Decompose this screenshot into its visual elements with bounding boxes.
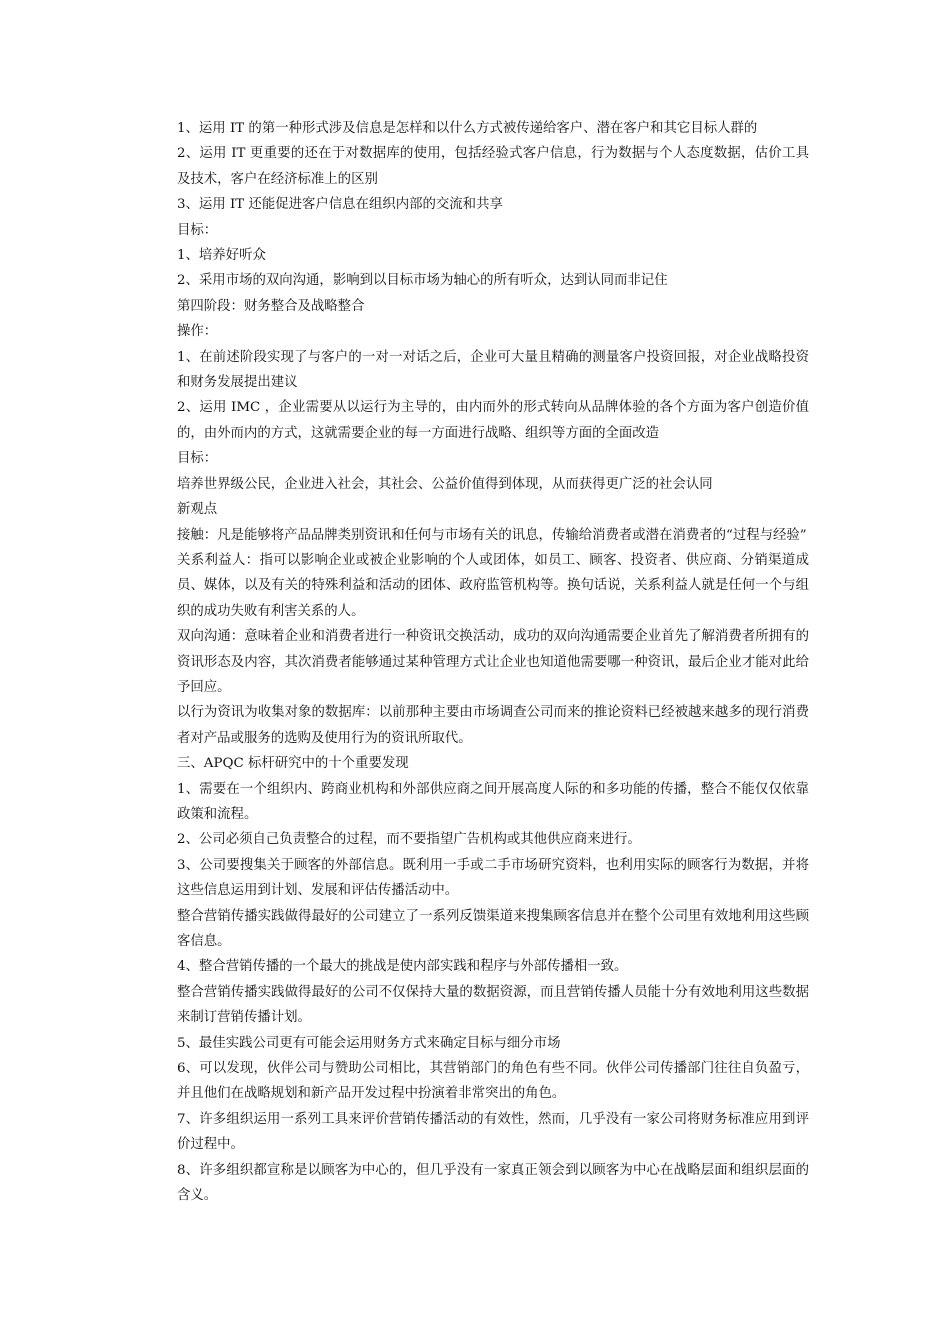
finding-paragraph: 6、可以发现，伙伴公司与赞助公司相比，其营销部门的角色有些不同。伙伴公司传播部门往往自负盈亏，并且他们在战略规划和新产品开发过程中扮演着非常突出的角色。 bbox=[177, 1061, 809, 1102]
definition-paragraph: 以行为资讯为收集对象的数据库：以前那种主要由市场调查公司而来的推论资料已经被越来越多的现行消费者对产品或服务的选购及使用行为的资讯所取代。 bbox=[177, 705, 809, 746]
paragraph: 1、运用 IT 的第一种形式涉及信息是怎样和以什么方式被传递给客户、潜在客户和其它目标人群的 bbox=[177, 121, 758, 136]
paragraph: 2、采用市场的双向沟通，影响到以目标市场为轴心的所有听众，达到认同而非记住 bbox=[177, 273, 668, 289]
definition-paragraph: 双向沟通：意味着企业和消费者进行一种资讯交换活动，成功的双向沟通需要企业首先了解消费者所拥有的资讯形态及内容，其次消费者能够通过某种管理方式让企业也知道他需要哪一种资讯，最后企业才能对此给予回应。 bbox=[177, 629, 809, 695]
paragraph: 3、运用 IT 还能促进客户信息在组织内部的交流和共享 bbox=[177, 197, 503, 213]
section-label: 目标： bbox=[177, 451, 218, 467]
finding-paragraph: 7、许多组织运用一系列工具来评价营销传播活动的有效性，然而，几乎没有一家公司将财务标准应用到评价过程中。 bbox=[177, 1111, 809, 1153]
finding-paragraph: 5、最佳实践公司更有可能会运用财务方式来确定目标与细分市场 bbox=[177, 1035, 561, 1051]
section-label: 操作： bbox=[177, 324, 218, 340]
section-heading: 第四阶段：财务整合及战略整合 bbox=[177, 298, 365, 314]
section-label: 目标： bbox=[177, 222, 218, 238]
paragraph: 1、在前述阶段实现了与客户的一对一对话之后，企业可大量且精确的测量客户投资回报，对企业战略投资和财务发展提出建议 bbox=[177, 349, 809, 391]
paragraph: 1、培养好听众 bbox=[177, 248, 266, 264]
finding-paragraph: 1、需要在一个组织内、跨商业机构和外部供应商之间开展高度人际的和多功能的传播，整合不能仅仅依靠政策和流程。 bbox=[177, 781, 809, 822]
document-body bbox=[177, 116, 809, 1208]
finding-paragraph: 3、公司要搜集关于顾客的外部信息。既利用一手或二手市场研究资料，也利用实际的顾客行为数据，并将这些信息运用到计划、发展和评估传播活动中。 bbox=[177, 857, 809, 899]
finding-paragraph: 4、整合营销传播的一个最大的挑战是使内部实践和程序与外部传播相一致。 bbox=[177, 959, 628, 975]
finding-paragraph: 8、许多组织都宣称是以顾客为中心的，但几乎没有一家真正领会到以顾客为中心在战略层面和组织层面的含义。 bbox=[177, 1162, 809, 1204]
paragraph: 培养世界级公民，企业进入社会，其社会、公益价值得到体现，从而获得更广泛的社会认同 bbox=[177, 476, 713, 492]
section-heading: 三、APQC 标杆研究中的十个重要发现 bbox=[177, 756, 409, 772]
paragraph: 整合营销传播实践做得最好的公司不仅保持大量的数据资源，而且营销传播人员能十分有效地利用这些数据来制订营销传播计划。 bbox=[177, 984, 809, 1026]
paragraph: 整合营销传播实践做得最好的公司建立了一系列反馈渠道来搜集顾客信息并在整个公司里有效地利用这些顾客信息。 bbox=[177, 908, 809, 949]
finding-paragraph: 2、公司必须自己负责整合的过程，而不要指望广告机构或其他供应商来进行。 bbox=[177, 832, 641, 848]
paragraph: 2、运用 IMC ，企业需要从以运行为主导的，由内而外的形式转向从品牌体验的各个方面为客户创造价值的，由外而内的方式，这就需要企业的每一方面进行战略、组织等方面的全面改造 bbox=[177, 400, 809, 441]
section-heading: 新观点 bbox=[177, 502, 218, 518]
paragraph: 2、运用 IT 更重要的还在于对数据库的使用，包括经验式客户信息，行为数据与个人态度数据，估价工具及技术，客户在经济标准上的区别 bbox=[177, 146, 809, 187]
definition-paragraph: 接触：凡是能够将产品品牌类别资讯和任何与市场有关的讯息，传输给消费者或潜在消费者的“过程与经验” bbox=[177, 527, 807, 543]
definition-paragraph: 关系利益人：指可以影响企业或被企业影响的个人或团体，如员工、顾客、投资者、供应商、分销渠道成员、媒体，以及有关的特殊利益和活动的团体、政府监管机构等。换句话说，关系利益人就是任何一个与组织的成功失败有利害关系的人。 bbox=[177, 552, 809, 619]
